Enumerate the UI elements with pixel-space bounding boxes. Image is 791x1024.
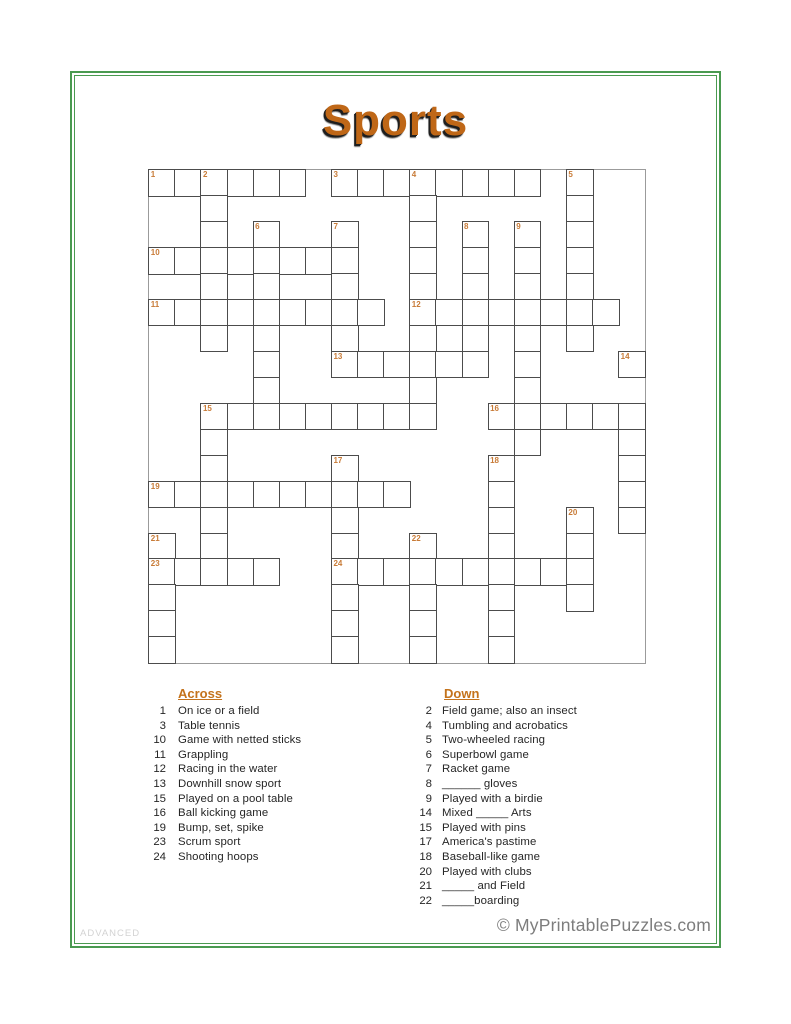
grid-cell[interactable]	[253, 299, 281, 326]
grid-cell[interactable]	[253, 481, 281, 508]
grid-cell[interactable]	[331, 481, 359, 508]
grid-cell[interactable]	[305, 481, 333, 508]
cell-number: 4	[411, 170, 417, 180]
grid-cell[interactable]	[618, 403, 646, 430]
grid-cell[interactable]	[435, 299, 463, 326]
clue-text: Shooting hoops	[178, 850, 259, 863]
grid-cell[interactable]	[462, 351, 490, 378]
clue-text: ______ gloves	[442, 777, 518, 790]
grid-cell[interactable]	[174, 558, 202, 585]
grid-cell[interactable]	[435, 558, 463, 585]
clue-item	[410, 835, 700, 850]
grid-cell[interactable]	[540, 558, 568, 585]
cell-number: 6	[255, 222, 260, 232]
grid-cell[interactable]	[331, 221, 359, 248]
clue-text: Table tennis	[178, 719, 240, 732]
grid-cell[interactable]	[227, 299, 255, 326]
grid-cell[interactable]	[488, 610, 516, 637]
clue-number: 21	[419, 880, 432, 893]
clue-item	[410, 733, 700, 748]
grid-cell[interactable]	[488, 455, 516, 482]
grid-cell[interactable]	[200, 273, 228, 300]
clue-item	[144, 748, 406, 763]
grid-cell[interactable]	[253, 221, 281, 248]
cell-number: 1	[150, 170, 156, 180]
cell-number: 21	[150, 533, 160, 543]
grid-cell[interactable]	[200, 299, 228, 326]
cell-number: 5	[568, 170, 573, 180]
clue-item	[144, 777, 406, 792]
grid-cell[interactable]	[279, 299, 307, 326]
cell-number: 17	[333, 455, 343, 465]
grid-cell[interactable]	[148, 533, 176, 560]
grid-cell[interactable]	[279, 247, 307, 274]
grid-cell[interactable]	[514, 403, 542, 430]
grid-cell[interactable]	[488, 533, 516, 560]
clue-number: 3	[159, 719, 166, 732]
grid-cell[interactable]	[227, 558, 255, 585]
grid-cell[interactable]	[331, 558, 359, 585]
grid-cell[interactable]	[618, 455, 646, 482]
cell-number: 19	[150, 481, 160, 491]
grid-cell[interactable]	[409, 636, 437, 663]
grid-cell[interactable]	[200, 481, 228, 508]
grid-cell[interactable]	[409, 247, 437, 274]
grid-cell[interactable]	[227, 247, 255, 274]
cell-number: 15	[202, 403, 212, 413]
grid-cell[interactable]	[514, 221, 542, 248]
clue-item	[410, 792, 700, 807]
grid-cell[interactable]	[488, 481, 516, 508]
grid-cell[interactable]	[357, 403, 385, 430]
grid-cell[interactable]	[462, 299, 490, 326]
grid-cell[interactable]	[514, 377, 542, 404]
grid-cell[interactable]	[488, 299, 516, 326]
clue-number: 15	[153, 792, 166, 805]
grid-cell[interactable]	[566, 403, 594, 430]
clue-item	[410, 879, 700, 894]
clue-text: Bump, set, spike	[178, 821, 264, 834]
clue-number: 14	[419, 807, 432, 820]
clue-text: America's pastime	[442, 836, 537, 849]
grid-cell[interactable]	[331, 273, 359, 300]
clue-item	[410, 865, 700, 880]
clue-item	[410, 748, 700, 763]
grid-cell[interactable]	[200, 195, 228, 222]
clue-number: 12	[153, 763, 166, 776]
clue-number: 2	[425, 705, 432, 717]
clue-item	[144, 733, 406, 748]
clue-number: 17	[419, 836, 432, 849]
grid-cell[interactable]	[357, 558, 385, 585]
cell-number: 11	[150, 299, 160, 309]
grid-cell[interactable]	[514, 558, 542, 585]
cell-number: 22	[411, 533, 421, 543]
grid-cell[interactable]	[566, 169, 594, 196]
grid-cell[interactable]	[200, 169, 228, 196]
grid-cell[interactable]	[331, 169, 359, 196]
grid-cell[interactable]	[305, 247, 333, 274]
grid-cell[interactable]	[409, 299, 437, 326]
clue-text: Game with netted sticks	[178, 734, 302, 747]
grid-cell[interactable]	[227, 403, 255, 430]
grid-cell[interactable]	[566, 325, 594, 352]
grid-cell[interactable]	[148, 636, 176, 663]
grid-cell[interactable]	[566, 221, 594, 248]
grid-cell[interactable]	[566, 195, 594, 222]
clue-item	[144, 762, 406, 777]
clue-number: 18	[419, 850, 432, 863]
grid-cell[interactable]	[253, 325, 281, 352]
cell-number: 23	[150, 559, 160, 569]
grid-cell[interactable]	[331, 610, 359, 637]
grid-cell[interactable]	[148, 584, 176, 611]
clue-text: Played on a pool table	[178, 792, 293, 805]
clue-text: _____boarding	[442, 894, 520, 907]
grid-cell[interactable]	[331, 533, 359, 560]
clue-number: 6	[425, 748, 432, 761]
clue-text: Racket game	[442, 763, 511, 776]
clue-text: On ice or a field	[178, 705, 260, 717]
grid-cell[interactable]	[253, 351, 281, 378]
clue-text: Grappling	[178, 748, 229, 761]
clue-number: 10	[153, 734, 166, 747]
difficulty-label: ADVANCED	[80, 928, 141, 939]
grid-cell[interactable]	[357, 169, 385, 196]
grid-cell[interactable]	[462, 221, 490, 248]
grid-cell[interactable]	[514, 169, 542, 196]
clue-item	[410, 806, 700, 821]
clue-number: 11	[154, 748, 166, 761]
grid-cell[interactable]	[566, 273, 594, 300]
grid-cell[interactable]	[462, 247, 490, 274]
clue-item	[144, 821, 406, 836]
grid-cell[interactable]	[488, 584, 516, 611]
grid-cell[interactable]	[566, 533, 594, 560]
grid-cell[interactable]	[305, 299, 333, 326]
grid-cell[interactable]	[331, 247, 359, 274]
grid-cell[interactable]	[462, 325, 490, 352]
grid-cell[interactable]	[514, 351, 542, 378]
grid-cell[interactable]	[435, 351, 463, 378]
clue-number: 24	[153, 850, 166, 863]
grid-cell[interactable]	[331, 584, 359, 611]
cell-number: 2	[202, 170, 208, 180]
clue-text: Racing in the water	[178, 763, 278, 776]
grid-cell[interactable]	[409, 169, 437, 196]
clue-number: 9	[425, 792, 432, 805]
clue-text: Tumbling and acrobatics	[442, 719, 568, 732]
grid-cell[interactable]	[253, 169, 281, 196]
grid-cell[interactable]	[592, 299, 620, 326]
grid-cell[interactable]	[514, 247, 542, 274]
grid-cell[interactable]	[331, 507, 359, 534]
cell-number: 16	[490, 403, 500, 413]
cell-number: 10	[150, 248, 160, 258]
clue-item	[144, 835, 406, 850]
grid-cell[interactable]	[383, 481, 411, 508]
grid-cell[interactable]	[200, 507, 228, 534]
grid-cell[interactable]	[409, 325, 437, 352]
across-heading: Across	[178, 686, 223, 701]
grid-cell[interactable]	[409, 195, 437, 222]
clue-text: Scrum sport	[178, 836, 241, 849]
grid-cell[interactable]	[618, 351, 646, 378]
grid-cell[interactable]	[227, 481, 255, 508]
clue-number: 23	[153, 836, 166, 849]
grid-cell[interactable]	[514, 299, 542, 326]
grid-cell[interactable]	[200, 429, 228, 456]
grid-cell[interactable]	[331, 299, 359, 326]
grid-cell[interactable]	[331, 325, 359, 352]
grid-cell[interactable]	[253, 273, 281, 300]
grid-cell[interactable]	[488, 558, 516, 585]
grid-cell[interactable]	[435, 169, 463, 196]
clue-item	[410, 821, 700, 836]
grid-cell[interactable]	[383, 558, 411, 585]
clue-text: Played with pins	[442, 821, 526, 834]
clue-number: 8	[425, 777, 432, 790]
grid-cell[interactable]	[357, 351, 385, 378]
clue-number: 16	[153, 807, 166, 820]
clue-number: 20	[419, 865, 432, 878]
grid-cell[interactable]	[148, 610, 176, 637]
grid-cell[interactable]	[462, 169, 490, 196]
clue-number: 1	[159, 705, 166, 717]
grid-cell[interactable]	[566, 558, 594, 585]
grid-cell[interactable]	[514, 325, 542, 352]
cell-number: 7	[333, 222, 338, 232]
down-heading: Down	[444, 686, 480, 701]
grid-cell[interactable]	[566, 299, 594, 326]
grid-cell[interactable]	[618, 429, 646, 456]
grid-cell[interactable]	[488, 507, 516, 534]
grid-cell[interactable]	[540, 299, 568, 326]
cell-number: 24	[333, 559, 343, 569]
grid-cell[interactable]	[409, 610, 437, 637]
grid-cell[interactable]	[409, 351, 437, 378]
grid-cell[interactable]	[409, 377, 437, 404]
page-title: Sports	[322, 96, 469, 145]
grid-cell[interactable]	[148, 169, 176, 196]
grid-cell[interactable]	[253, 377, 281, 404]
cell-number: 3	[333, 170, 338, 180]
grid-cell[interactable]	[200, 455, 228, 482]
grid-cell[interactable]	[618, 481, 646, 508]
clue-text: _____ and Field	[442, 880, 526, 893]
grid-cell[interactable]	[174, 481, 202, 508]
grid-cell[interactable]	[200, 325, 228, 352]
grid-cell[interactable]	[200, 403, 228, 430]
cell-number: 9	[516, 222, 521, 232]
clue-item	[410, 762, 700, 777]
grid-cell[interactable]	[383, 351, 411, 378]
crossword-grid	[149, 170, 645, 663]
grid-cell[interactable]	[357, 481, 385, 508]
clue-number: 22	[419, 894, 432, 907]
clue-item	[144, 850, 406, 865]
cell-number: 20	[568, 507, 578, 517]
grid-cell[interactable]	[200, 247, 228, 274]
clue-number: 19	[153, 821, 166, 834]
grid-cell[interactable]	[409, 221, 437, 248]
cell-number: 12	[411, 299, 421, 309]
across-clues-section	[144, 686, 406, 865]
clue-item	[410, 850, 700, 865]
grid-cell[interactable]	[331, 403, 359, 430]
clue-text: Ball kicking game	[178, 807, 269, 820]
clue-text: Played with a birdie	[442, 792, 543, 805]
grid-cell[interactable]	[514, 273, 542, 300]
grid-cell[interactable]	[279, 169, 307, 196]
clue-number: 5	[425, 734, 432, 747]
clue-text: Two-wheeled racing	[442, 734, 546, 747]
clue-item	[144, 792, 406, 807]
grid-cell[interactable]	[305, 403, 333, 430]
cell-number: 14	[620, 351, 630, 361]
grid-cell[interactable]	[488, 636, 516, 663]
grid-cell[interactable]	[462, 273, 490, 300]
grid-cell[interactable]	[409, 273, 437, 300]
across-clue-list	[144, 704, 406, 865]
grid-cell[interactable]	[514, 429, 542, 456]
grid-cell[interactable]	[148, 247, 176, 274]
grid-cell[interactable]	[174, 299, 202, 326]
grid-cell[interactable]	[253, 403, 281, 430]
grid-cell[interactable]	[409, 584, 437, 611]
clue-number: 15	[419, 821, 432, 834]
down-clues-section	[410, 686, 700, 908]
grid-cell[interactable]	[409, 533, 437, 560]
grid-cell[interactable]	[174, 169, 202, 196]
grid-cell[interactable]	[148, 299, 176, 326]
grid-cell[interactable]	[566, 247, 594, 274]
clue-text: Played with clubs	[442, 865, 532, 878]
grid-cell[interactable]	[383, 403, 411, 430]
grid-cell[interactable]	[279, 403, 307, 430]
grid-cell[interactable]	[488, 403, 516, 430]
grid-cell[interactable]	[148, 481, 176, 508]
clue-text: Mixed _____ Arts	[442, 807, 532, 820]
clue-number: 13	[153, 777, 166, 790]
grid-cell[interactable]	[200, 221, 228, 248]
clue-number: 7	[425, 763, 432, 776]
grid-cell[interactable]	[148, 558, 176, 585]
grid-cell[interactable]	[331, 636, 359, 663]
clue-item	[410, 777, 700, 792]
clue-text: Downhill snow sport	[178, 777, 282, 790]
grid-cell[interactable]	[462, 558, 490, 585]
clue-text: Baseball-like game	[442, 850, 541, 863]
clue-number: 4	[425, 719, 432, 732]
cell-number: 18	[490, 455, 500, 465]
grid-cell[interactable]	[253, 247, 281, 274]
clue-item	[144, 719, 406, 734]
grid-cell[interactable]	[566, 507, 594, 534]
grid-cell[interactable]	[253, 558, 281, 585]
copyright-text: © MyPrintablePuzzles.com	[496, 915, 711, 935]
cell-number: 8	[464, 222, 469, 232]
clue-item	[410, 704, 700, 719]
grid-cell[interactable]	[357, 299, 385, 326]
grid-cell[interactable]	[592, 403, 620, 430]
grid-cell[interactable]	[331, 455, 359, 482]
grid-cell[interactable]	[540, 403, 568, 430]
grid-cell[interactable]	[566, 584, 594, 611]
clue-item	[144, 704, 406, 719]
clue-item	[410, 894, 700, 909]
grid-cell[interactable]	[200, 558, 228, 585]
grid-cell[interactable]	[488, 169, 516, 196]
clue-item	[144, 806, 406, 821]
grid-cell[interactable]	[200, 533, 228, 560]
down-clue-list	[410, 704, 700, 908]
grid-cell[interactable]	[174, 247, 202, 274]
grid-cell[interactable]	[279, 481, 307, 508]
grid-cell[interactable]	[227, 169, 255, 196]
grid-cell[interactable]	[409, 558, 437, 585]
grid-cell[interactable]	[618, 507, 646, 534]
clue-item	[410, 719, 700, 734]
grid-cell[interactable]	[331, 351, 359, 378]
clue-text: Field game; also an insect	[442, 705, 577, 717]
cell-number: 13	[333, 351, 343, 361]
clue-text: Superbowl game	[442, 748, 529, 761]
grid-cell[interactable]	[383, 169, 411, 196]
grid-cell[interactable]	[409, 403, 437, 430]
